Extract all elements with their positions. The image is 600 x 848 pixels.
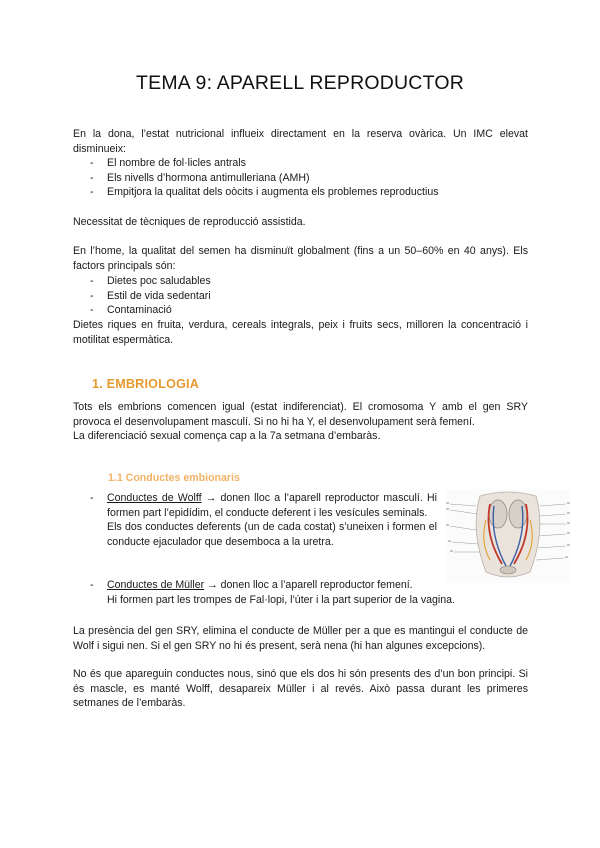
muller-text-2: Hi formen part les trompes de Fal·lopi, l’úter i la part superior de la vagina.: [107, 593, 455, 606]
wolff-item: - Conductes de Wolff → donen lloc a l’aparell reproductor masculí. Hi formen part l’epidídim, el conducte deferent i les vesícules seminals. Els dos conductes deferents (un de cada costat) s’uneixen i formen el conducte ejaculador que desemboca a la uretra.: [90, 492, 437, 548]
final-paragraph: No és que apareguin conductes nous, sinó que els dos hi són presents des d’un bon principi. Si és mascle, es manté Wolff, desapareix Müller i al revés. Això passa durant les primeres setmanes de l’embaràs.: [73, 668, 528, 710]
woman-paragraph: En la dona, l’estat nutricional influeix directament en la reserva ovàrica. Un IMC elevat disminueix:: [73, 128, 528, 155]
list-item: - Dietes poc saludables: [90, 275, 211, 287]
anatomy-icon: [446, 490, 570, 583]
muller-item: - Conductes de Müller → donen lloc a l’aparell reproductor femení. Hi formen part les trompes de Fal·lopi, l’úter i la part superior de la vagina.: [90, 578, 490, 607]
sry-paragraph: La presència del gen SRY, elimina el conducte de Müller per a que es mantingui el conducte de Wolf i sigui nen. Si el gen SRY no hi és present, serà nena (hi han algunes excepcions).: [73, 625, 528, 652]
embryo-paragraph: Tots els embrions comencen igual (estat indiferenciat). El cromosoma Y amb el gen SRY provoca el desenvolupament masculí. Si no hi ha Y, el desenvolupament serà femení.: [73, 401, 528, 428]
page-title: TEMA 9: APARELL REPRODUCTOR: [136, 72, 464, 94]
muller-text: → donen lloc a l’aparell reproductor femení.: [204, 579, 413, 591]
list-item: - Contaminació: [90, 304, 172, 317]
list-item: - Empitjora la qualitat dels oòcits i augmenta els problemes reproductius: [90, 186, 439, 199]
list-item: - Els nivells d’hormona antimulleriana (AMH): [90, 171, 310, 184]
embryonic-ducts-illustration: [446, 490, 570, 583]
list-item: - El nombre de fol·licles antrals: [90, 157, 246, 169]
wolff-text-2: Els dos conductes deferents (un de cada costat) s’uneixen i formen el conducte ejaculador que desemboca a la uretra.: [107, 521, 437, 548]
diet-paragraph: Dietes riques en fruita, verdura, cereals integrals, peix i fruits secs, milloren la concentració i motilitat espermàtica.: [73, 319, 528, 346]
wolff-term: Conductes de Wolff: [107, 492, 202, 504]
man-list: [73, 274, 211, 318]
man-paragraph: En l’home, la qualitat del semen ha disminuït globalment (fins a un 50–60% en 40 anys). Els factors principals són:: [73, 245, 528, 272]
section-heading-embriologia: 1. EMBRIOLOGIA: [92, 377, 200, 391]
assisted-reproduction-note: Necessitat de tècniques de reproducció assistida.: [73, 216, 306, 228]
list-item: - Estil de vida sedentari: [90, 289, 211, 302]
subheading-conductes: 1.1 Conductes embionaris: [108, 472, 240, 484]
wolff-text: → donen lloc a l’aparell reproductor masculí. Hi formen part l’epidídim, el conducte deferent i les vesícules seminals.: [107, 492, 437, 519]
differentiation-paragraph: La diferenciació sexual comença cap a la 7a setmana d’embaràs.: [73, 430, 381, 442]
woman-list: [73, 156, 439, 200]
muller-term: Conductes de Müller: [107, 579, 205, 591]
